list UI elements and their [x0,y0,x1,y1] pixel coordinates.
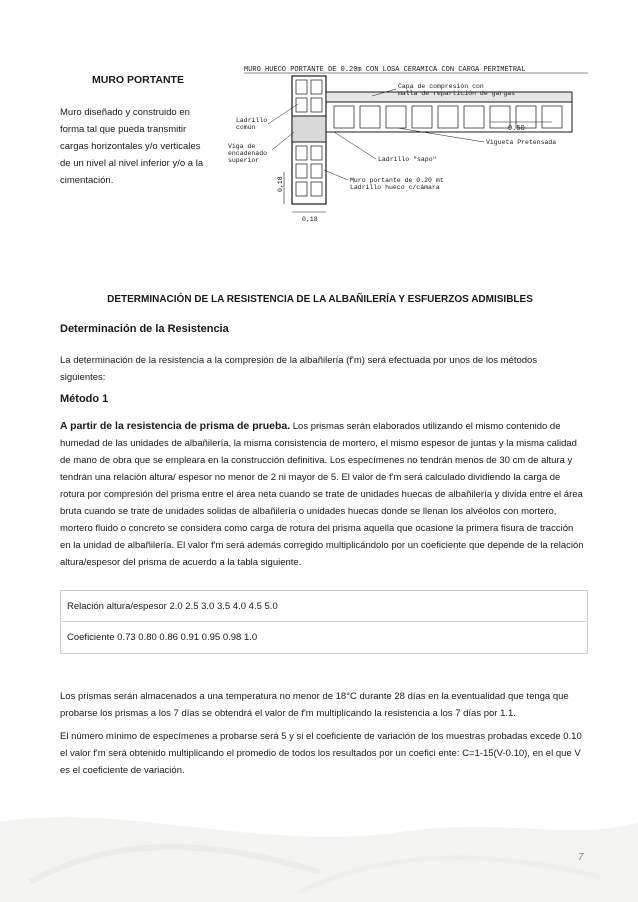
label-viga: Viga de [228,143,256,150]
specimen-count-paragraph: El número mínimo de especímenes a probarse será 5 y si el coeficiente de variación de los muestras probadas excede 0.10 el valor f'm será obtenido multiplicando el promedio de todos los resultados por un coefici ente: C=1-15(V-0.10), en el que V es el coeficiente de variación. [60,731,582,776]
leaf-decoration [0,762,638,902]
wall-diagram [222,62,588,222]
muro-title: MURO PORTANTE [92,74,184,86]
coefficient-table [60,590,588,654]
method-paragraph [60,418,585,571]
label-vigueta: Vigueta Pretensada [486,139,557,146]
label-encadenado: encadenado [228,150,268,157]
dim-018-vertical: 0,18 [277,176,284,192]
section-heading: DETERMINACIÓN DE LA RESISTENCIA DE LA ALBAÑILERÍA Y ESFUERZOS ADMISIBLES [107,294,533,305]
label-comun: común [236,124,256,131]
intro-paragraph: La determinación de la resistencia a la compresión de la albañilería (f'm) será efectuada por unos de los métodos siguientes: [60,355,538,383]
label-capa: Capa de compresión con [398,83,484,90]
page-number: 7 [578,852,584,863]
label-superior: superior [228,157,260,164]
method-lead: A partir de la resistencia de prisma de prueba. [60,420,291,432]
table-row-coefficient: Coeficiente 0.73 0.80 0.86 0.91 0.95 0.98 1.0 [67,632,258,643]
label-ladrillo: Ladrillo [236,117,268,124]
method-title: Método 1 [60,393,109,405]
label-ladrillo-sapo: Ladrillo "sapo" [378,156,437,163]
label-malla: malla de repartición de gargas [398,90,516,97]
dim-018-horizontal: 0,18 [302,216,318,222]
table-row-ratio: Relación altura/espesor 2.0 2.5 3.0 3.5 4.0 4.5 5.0 [61,591,587,622]
diagram-title: MURO HUECO PORTANTE DE 0.20m CON LOSA CERAMICA CON CARGA PERIMETRAL [244,66,526,74]
subheading-resistencia: Determinación de la Resistencia [60,323,229,335]
bond-beam [292,116,326,142]
dim-050-label: 0.50 [508,125,525,133]
method-body: Los prismas serán elaborados utilizando el mismo contenido de humedad de las unidades de albañilería, la misma consistencia de mortero, el mismo espesor de juntas y la misma calidad de mano de obra que se empleara en la construcción definitiva. Los especímenes no tendrán menos de 30 cm de altura y tendrán una relación altura/ espesor no menor de 2 ni mayor de 5. El valor de f'm será calculado dividiendo la carga de rotura por compresión del prisma entre el área neta cuando se trate de unidades huecas de albañilería y divida entre el área bruta cuando se trate de unidades solidas de albañilería o unidades huecas donde se llenan los alvéolos con mortero, mortero fluido o concreto se considera como carga de rotura del prisma aquella que ocasione la primera fisura de tracción en la unidad de albañilería. El valor f'm será además corregido multiplicándolo por un coeficiente que depende de la relación altura/espesor del prisma de acuerdo a la tabla siguiente. [60,421,584,568]
storage-paragraph: Los prismas serán almacenados a una temperatura no menor de 18°C durante 28 días en la eventualidad que tenga que probarse los prismas a los 7 días se obtendrá el valor de f'm multiplicando la resistencia a los 7 días por 1.1. [60,691,569,719]
ceramic-slab [326,102,572,132]
label-ladrillo-hueco: Ladrillo hueco c/cámara [350,184,440,191]
muro-description: Muro diseñado y construido en forma tal que pueda transmitir cargas horizontales y/o verticales de un nivel al nivel inferior y/o a la cimentación. [60,107,204,186]
label-muro-portante: Muro portante de 0.20 mt [350,177,444,184]
